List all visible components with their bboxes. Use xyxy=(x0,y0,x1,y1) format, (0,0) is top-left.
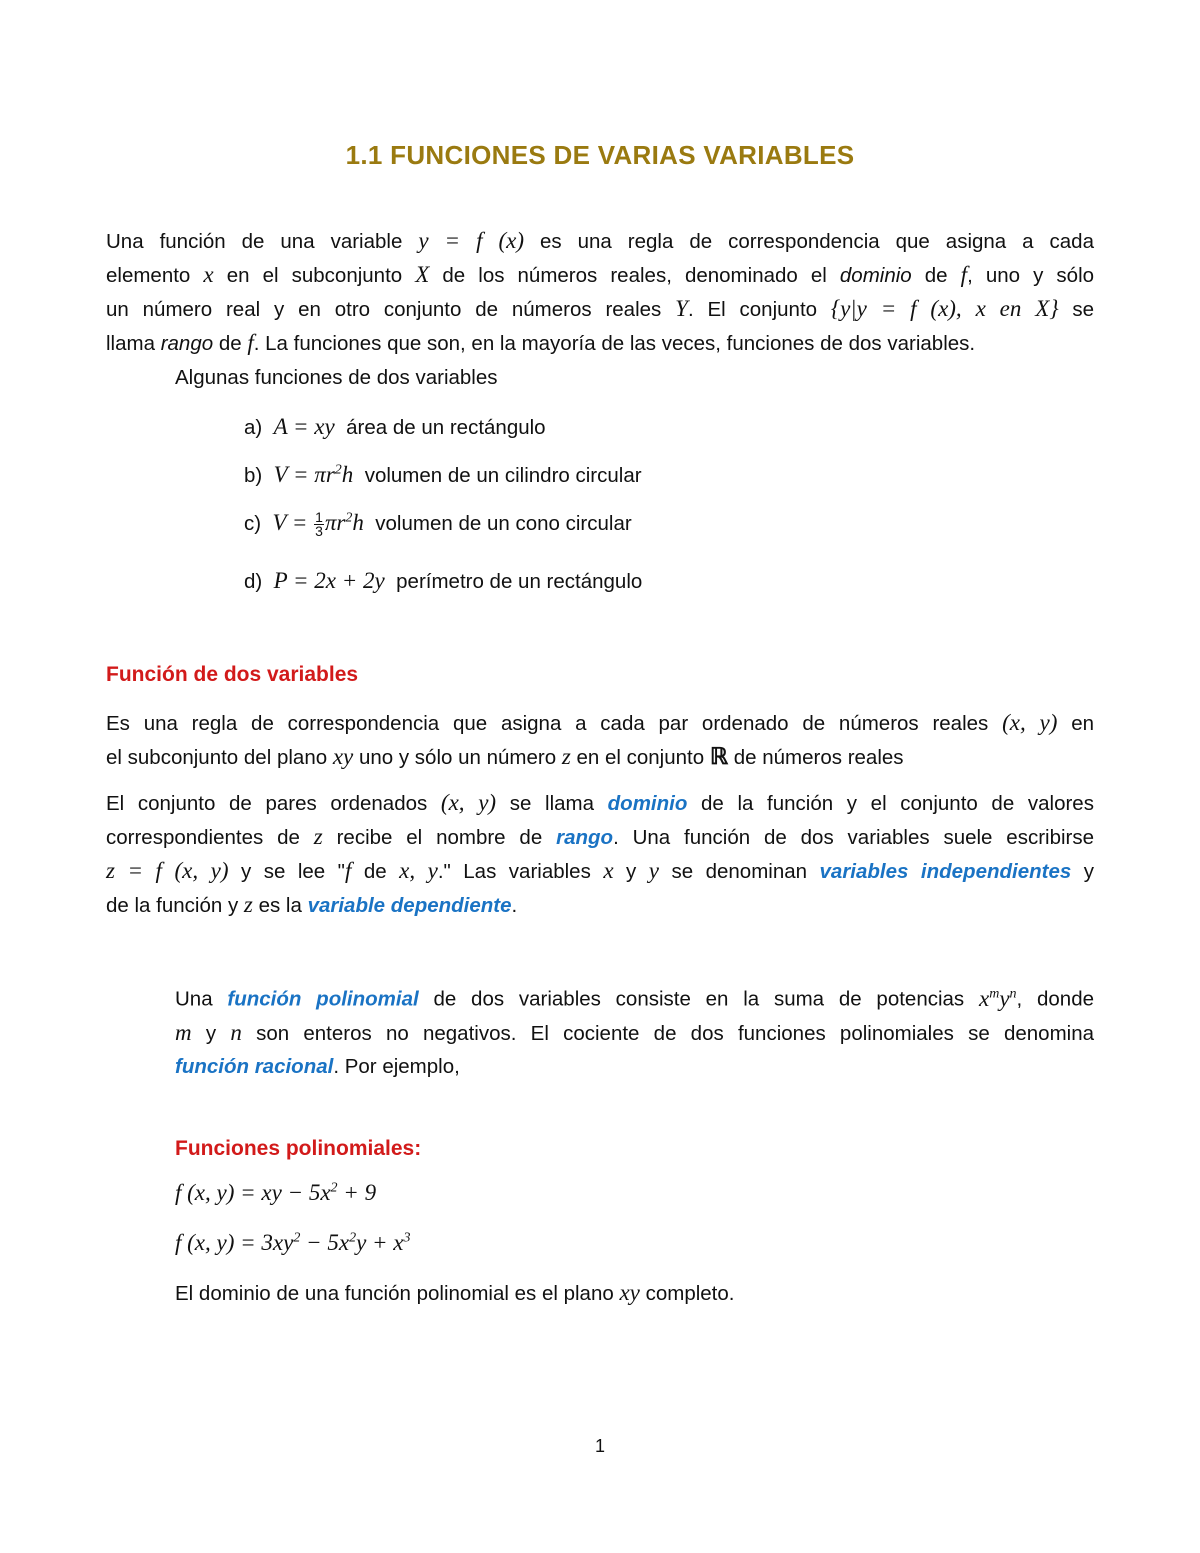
def-line-2: el subconjunto del plano xy uno y sólo un número z en el conjunto ℝ de números reales xyxy=(106,744,904,769)
intro-line-2: elemento x en el subconjunto X de los números reales, denominado el dominio de f, uno y sólo xyxy=(106,262,1095,287)
def-line-1: Es una regla de correspondencia que asigna a cada par ordenado de números reales (x, y) en xyxy=(106,710,1094,735)
polynomial-example-2: f (x, $y) = 3xy^2 - 5x^2y + x^3$ xyxy=(175,1230,411,1255)
intro-paragraph xyxy=(106,224,1094,360)
page-title: 1.1 FUNCIONES DE VARIAS VARIABLES xyxy=(345,140,855,170)
list-item: c) V = $\frac{1}{3}$ $\pi r^2h$ volumen de un cono circular xyxy=(244,509,632,540)
fraction-one-third: $\frac{1}{3}$ xyxy=(315,509,323,540)
intro-line-1: Una función de una variable y = f (x) es una regla de correspondencia que asigna a cada xyxy=(106,228,1094,253)
intro-line-3: un número real y en otro conjunto de números reales Y. El conjunto {y|y = f (x), x en X} se xyxy=(106,296,1095,321)
def2-line-2: correspondientes de z recibe el nombre de rango. Una función de dos variables suele escribirse xyxy=(106,824,1095,849)
def2-line-3: z = f (x, y) y se lee "f de x, y." Las variables x y y se denominan variables independientes y xyxy=(106,858,1094,883)
def2-line-1: El conjunto de pares ordenados (x, y) se llama dominio de la función y el conjunto de valores xyxy=(106,790,1094,815)
def2-line-4: de la función y z es la variable dependiente. xyxy=(106,892,518,917)
polynomial-example-1: f (x, y) = xy − $5x^2 + 9$ xyxy=(175,1180,377,1205)
closing-sentence: El dominio de una función polinomial es el plano xy completo. xyxy=(175,1280,735,1305)
intro-line-4: llama rango de f. La funciones que son, en la mayoría de las veces, funciones de dos variables. xyxy=(106,330,976,355)
list-item: b) $V = \pi r^2h$ volumen de un cilindro circular xyxy=(244,462,642,487)
polynomial-paragraph xyxy=(175,977,1094,1083)
list-item: d) P = 2x + 2y perímetro de un rectángulo xyxy=(244,568,643,593)
definition-paragraph-1 xyxy=(106,706,1094,774)
poly-line-2: m y n son enteros no negativos. El cociente de dos funciones polinomiales se denomina xyxy=(175,1019,1095,1045)
examples-heading: Algunas funciones de dos variables xyxy=(175,366,498,389)
poly-line-3: función racional. Por ejemplo, xyxy=(175,1054,460,1078)
polynomial-heading: Funciones polinomiales: xyxy=(175,1137,422,1160)
definition-heading: Función de dos variables xyxy=(106,663,359,686)
poly-line-1: Una función polinomial de dos variables consiste en la suma de potencias $x^my^n$, donde xyxy=(175,985,1095,1011)
definition-paragraph-2 xyxy=(106,786,1094,922)
page-number: 1 xyxy=(594,1436,605,1456)
list-item: a) A = xy área de un rectángulo xyxy=(244,414,546,439)
